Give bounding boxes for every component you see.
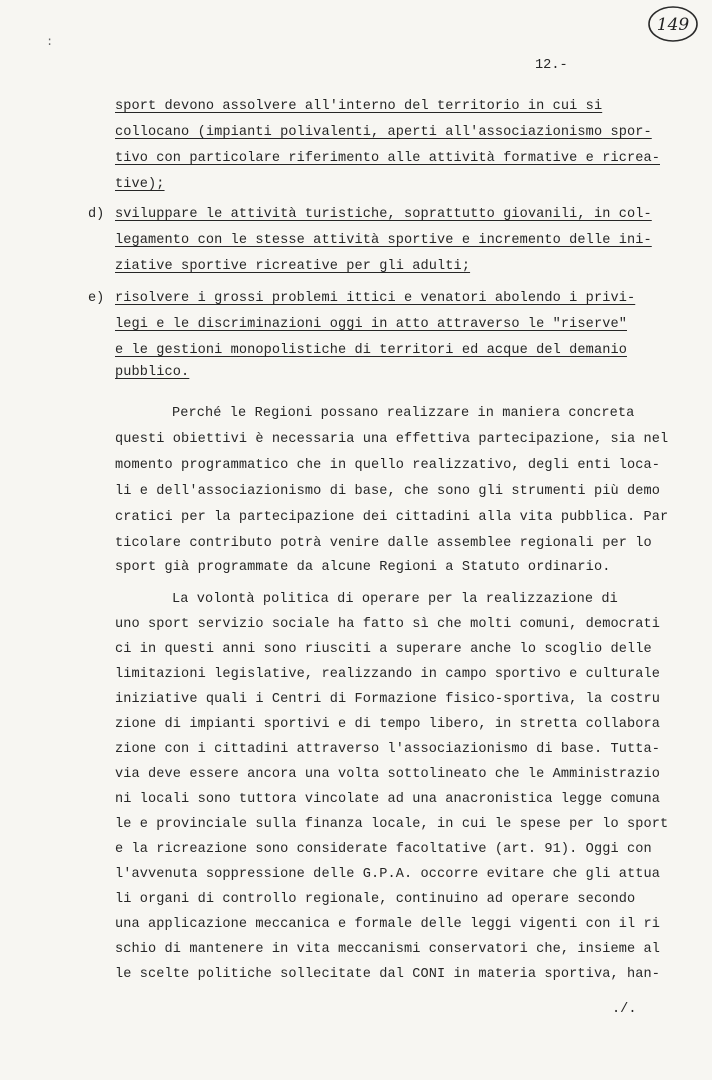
paragraph-2-line: schio di mantenere in vita meccanismi conservatori che, insieme al bbox=[115, 942, 660, 957]
list-item-c-line: tive); bbox=[115, 177, 165, 192]
list-item-e-line: legi e le discriminazioni oggi in atto attraverso le "riserve" bbox=[115, 317, 627, 332]
paragraph-2-line: La volontà politica di operare per la realizzazione di bbox=[172, 592, 618, 607]
list-item-d-line: legamento con le stesse attività sportive e incremento delle ini- bbox=[115, 233, 652, 248]
list-item-c-line: tivo con particolare riferimento alle attività formative e ricrea- bbox=[115, 151, 660, 166]
continuation-mark: ./. bbox=[612, 1002, 637, 1017]
paragraph-2-line: zione di impianti sportivi e di tempo libero, in stretta collabora bbox=[115, 717, 660, 732]
paragraph-1-line: questi obiettivi è necessaria una effettiva partecipazione, sia nel bbox=[115, 432, 669, 447]
archive-number-stamp bbox=[646, 4, 700, 44]
page-number: 12.- bbox=[535, 58, 568, 73]
paragraph-2-line: e la ricreazione sono considerate facoltative (art. 91). Oggi con bbox=[115, 842, 652, 857]
paragraph-2-line: uno sport servizio sociale ha fatto sì che molti comuni, democrati bbox=[115, 617, 660, 632]
paragraph-1-line: ticolare contributo potrà venire dalle assemblee regionali per lo bbox=[115, 536, 652, 551]
paragraph-1-line: cratici per la partecipazione dei cittadini alla vita pubblica. Par bbox=[115, 510, 669, 525]
paragraph-2-line: le scelte politiche sollecitate dal CONI in materia sportiva, han- bbox=[115, 967, 660, 982]
list-item-e-line: pubblico. bbox=[115, 365, 190, 380]
archive-number-text: 149 bbox=[656, 15, 690, 35]
paragraph-1-line: li e dell'associazionismo di base, che sono gli strumenti più demo bbox=[115, 484, 660, 499]
paragraph-1-line: Perché le Regioni possano realizzare in maniera concreta bbox=[172, 406, 635, 421]
list-item-c-line: sport devono assolvere all'interno del territorio in cui si bbox=[115, 99, 603, 114]
paragraph-2-line: le e provinciale sulla finanza locale, in cui le spese per lo sport bbox=[115, 817, 669, 832]
paragraph-2-line: ni locali sono tuttora vincolate ad una anacronistica legge comuna bbox=[115, 792, 660, 807]
list-marker-e: e) bbox=[88, 291, 105, 306]
list-item-c-line: collocano (impianti polivalenti, aperti all'associazionismo spor- bbox=[115, 125, 652, 140]
paragraph-2-line: limitazioni legislative, realizzando in campo sportivo e culturale bbox=[115, 667, 660, 682]
list-item-d-line: ziative sportive ricreative per gli adulti; bbox=[115, 259, 471, 274]
list-item-e-line: risolvere i grossi problemi ittici e venatori abolendo i privi- bbox=[115, 291, 636, 306]
list-item-d-line: sviluppare le attività turistiche, soprattutto giovanili, in col- bbox=[115, 207, 652, 222]
paragraph-2-line: li organi di controllo regionale, continuino ad operare secondo bbox=[115, 892, 636, 907]
paragraph-2-line: iniziative quali i Centri di Formazione fisico-sportiva, la costru bbox=[115, 692, 660, 707]
paragraph-2-line: zione con i cittadini attraverso l'associazionismo di base. Tutta- bbox=[115, 742, 660, 757]
paragraph-2-line: una applicazione meccanica e formale delle leggi vigenti con il ri bbox=[115, 917, 660, 932]
margin-mark: : bbox=[46, 35, 54, 49]
list-marker-d: d) bbox=[88, 207, 105, 222]
paragraph-2-line: l'avvenuta soppressione delle G.P.A. occorre evitare che gli attua bbox=[115, 867, 660, 882]
paragraph-2-line: via deve essere ancora una volta sottolineato che le Amministrazio bbox=[115, 767, 660, 782]
list-item-e-line: e le gestioni monopolistiche di territori ed acque del demanio bbox=[115, 343, 627, 358]
paragraph-1-line: sport già programmate da alcune Regioni a Statuto ordinario. bbox=[115, 560, 611, 575]
paragraph-1-line: momento programmatico che in quello realizzativo, degli enti loca- bbox=[115, 458, 660, 473]
paragraph-2-line: ci in questi anni sono riusciti a superare anche lo scoglio delle bbox=[115, 642, 652, 657]
